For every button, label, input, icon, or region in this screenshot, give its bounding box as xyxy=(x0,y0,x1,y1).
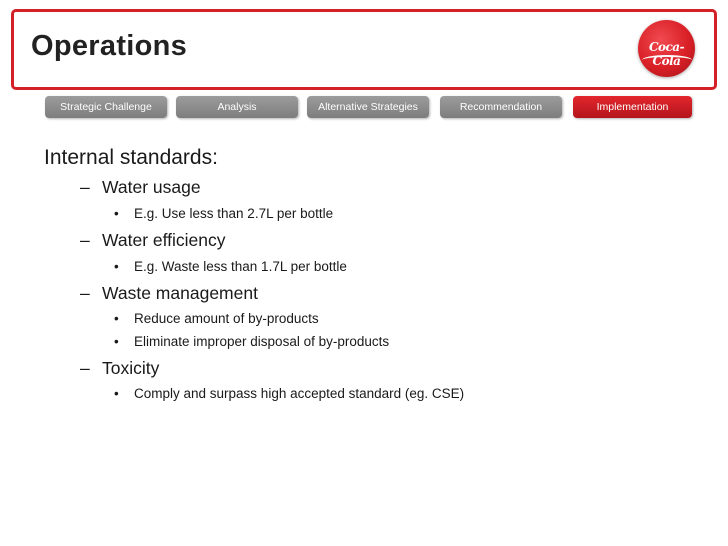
sub-item xyxy=(114,311,319,326)
dash-marker: – xyxy=(80,358,90,378)
list-item-label: Toxicity xyxy=(102,358,160,378)
sub-item xyxy=(114,386,464,401)
sub-item xyxy=(114,334,389,349)
sub-item-label: Reduce amount of by-products xyxy=(134,311,319,326)
bullet-marker: • xyxy=(114,386,119,401)
sub-item-label: Comply and surpass high accepted standard (eg. CSE) xyxy=(134,386,465,401)
bullet-marker: • xyxy=(114,206,119,221)
logo-wave-icon xyxy=(642,55,692,65)
sub-item xyxy=(114,206,333,221)
tab-recommendation[interactable]: Recommendation xyxy=(440,96,562,118)
list-item-label: Waste management xyxy=(102,283,258,303)
list-item-label: Water usage xyxy=(102,177,201,197)
tab-implementation[interactable]: Implementation xyxy=(573,96,692,118)
logo-text: Coca-Cola xyxy=(648,40,685,68)
list-item-water-usage xyxy=(80,177,201,198)
page-title: Operations xyxy=(31,30,188,62)
sub-item-label: Eliminate improper disposal of by-products xyxy=(134,334,390,349)
list-item-label: Water efficiency xyxy=(102,230,226,250)
list-item-water-efficiency xyxy=(80,230,226,251)
bullet-marker: • xyxy=(114,259,119,274)
sub-item-label: E.g. Waste less than 1.7L per bottle xyxy=(134,259,347,274)
sub-item xyxy=(114,259,347,274)
dash-marker: – xyxy=(80,230,90,250)
list-item-waste-management xyxy=(80,283,258,304)
bullet-marker: • xyxy=(114,334,119,349)
content-heading: Internal standards: xyxy=(44,146,218,169)
list-item-toxicity xyxy=(80,358,159,379)
dash-marker: – xyxy=(80,283,90,303)
tab-analysis[interactable]: Analysis xyxy=(176,96,298,118)
sub-item-label: E.g. Use less than 2.7L per bottle xyxy=(134,206,334,221)
bullet-marker: • xyxy=(114,311,119,326)
tab-strategic-challenge[interactable]: Strategic Challenge xyxy=(45,96,167,118)
coca-cola-logo xyxy=(638,20,695,77)
tab-alternative-strategies[interactable]: Alternative Strategies xyxy=(307,96,429,118)
dash-marker: – xyxy=(80,177,90,197)
